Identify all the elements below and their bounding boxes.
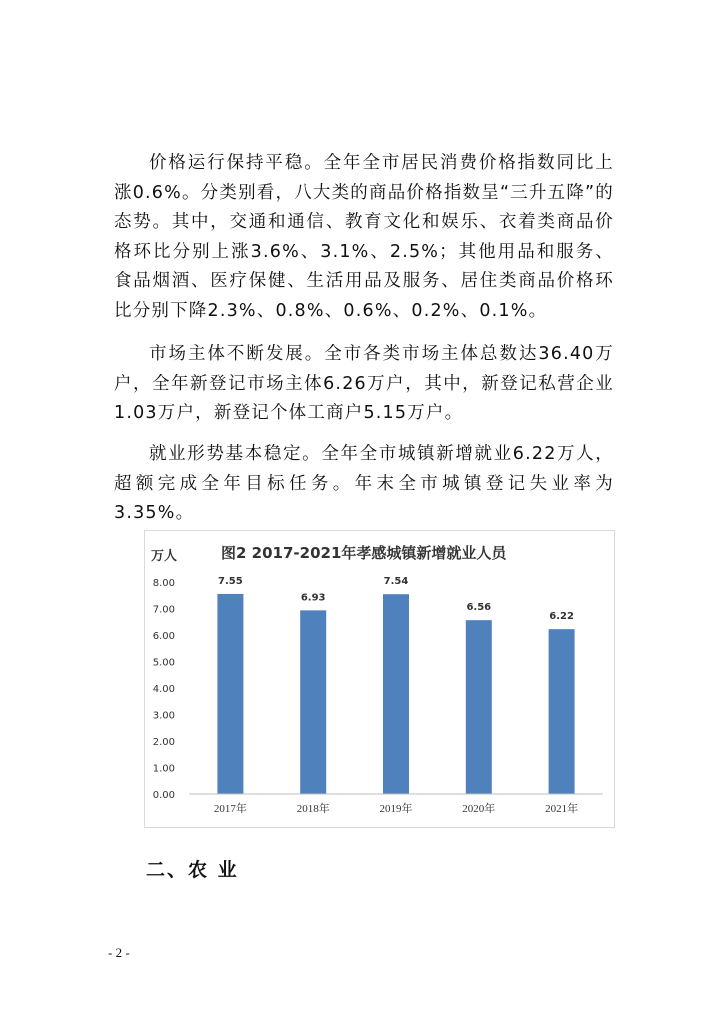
x-tick-label: 2018年 bbox=[296, 803, 330, 815]
bar bbox=[217, 594, 243, 794]
x-tick-label: 2019年 bbox=[379, 803, 413, 815]
y-tick-label: 6.00 bbox=[152, 631, 175, 642]
y-tick-label: 0.00 bbox=[152, 790, 175, 801]
bar bbox=[466, 620, 492, 794]
y-tick-label: 3.00 bbox=[152, 710, 175, 722]
y-tick-label: 4.00 bbox=[152, 684, 175, 695]
section-heading-agriculture: 二、农 业 bbox=[146, 859, 239, 881]
paragraph-market-entities: 市场主体不断发展。全市各类市场主体总数达36.40万户，全年新登记市场主体6.26万户，其中，新登记私营企业1.03万户，新登记个体工商户5.15万户。 bbox=[114, 344, 614, 423]
y-tick-label: 5.00 bbox=[152, 657, 175, 669]
employment-chart-svg bbox=[145, 531, 614, 827]
page-number: - 2 - bbox=[108, 945, 130, 960]
bar bbox=[300, 610, 326, 794]
bar-value-label: 6.56 bbox=[466, 602, 492, 614]
bar-value-label: 7.55 bbox=[218, 575, 243, 587]
x-tick-label: 2021年 bbox=[545, 803, 579, 815]
chart-y-axis-label: 万人 bbox=[151, 549, 178, 564]
bar-value-label: 6.22 bbox=[549, 611, 574, 623]
chart-title: 图2 2017-2021年孝感城镇新增就业人员 bbox=[221, 544, 507, 562]
bar bbox=[383, 594, 409, 794]
bar-value-label: 6.93 bbox=[300, 592, 326, 604]
y-tick-label: 1.00 bbox=[152, 763, 175, 775]
employment-chart bbox=[144, 530, 615, 828]
y-tick-label: 7.00 bbox=[152, 604, 175, 616]
bar bbox=[549, 629, 575, 794]
paragraph-employment: 就业形势基本稳定。全年全市城镇新增就业6.22万人，超额完成全年目标任务。年末全市城镇登记失业率为3.35%。 bbox=[114, 444, 614, 523]
paragraph-prices: 价格运行保持平稳。全年全市居民消费价格指数同比上涨0.6%。分类别看，八大类的商品价格指数呈“三升五降”的态势。其中，交通和通信、教育文化和娱乐、衣着类商品价格环比分别上涨3.6%、3.1%、2.5%；其他用品和服务、食品烟酒、医疗保健、生活用品及服务、居住类商品价格环比分别下降2.3%、0.8%、0.6%、0.2%、0.1%。 bbox=[114, 153, 614, 321]
x-tick-label: 2020年 bbox=[462, 803, 496, 815]
x-tick-label: 2017年 bbox=[213, 803, 247, 815]
y-tick-label: 8.00 bbox=[152, 578, 175, 589]
bar-value-label: 7.54 bbox=[383, 576, 409, 588]
y-tick-label: 2.00 bbox=[152, 737, 175, 748]
